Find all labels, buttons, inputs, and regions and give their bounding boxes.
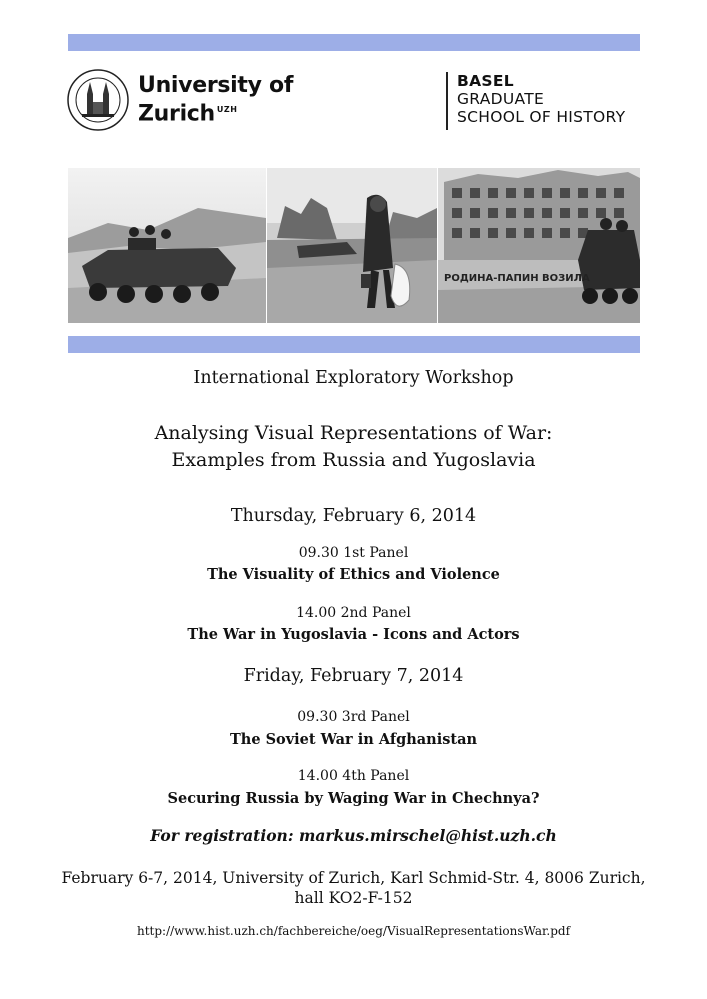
basel-logo-line3: SCHOOL OF HISTORY bbox=[457, 108, 626, 126]
photo-woman-ruins bbox=[267, 168, 437, 323]
event-title-line1: Analysing Visual Representations of War: bbox=[154, 422, 553, 444]
uzh-wordmark-line2: Zurich bbox=[138, 101, 215, 127]
graffiti-wall-text: РОДИНА-ПАПИН ВОЗИЛА bbox=[444, 273, 590, 284]
panel-1-time: 09.30 1st Panel bbox=[298, 545, 409, 561]
venue-line1: February 6-7, 2014, University of Zurich, Karl Schmid-Str. 4, 8006 Zurich, bbox=[61, 869, 646, 887]
panel-4-time: 14.00 4th Panel bbox=[297, 768, 410, 784]
photo-destroyed-building bbox=[438, 168, 640, 323]
panel-3-time: 09.30 3rd Panel bbox=[297, 709, 410, 725]
university-seal-icon bbox=[66, 68, 130, 132]
war-photo-strip bbox=[68, 168, 640, 323]
basel-logo-line2: GRADUATE bbox=[457, 90, 545, 108]
basel-graduate-school-logo bbox=[446, 72, 625, 130]
basel-logo-line1: BASEL bbox=[457, 72, 514, 90]
panel-2-time: 14.00 2nd Panel bbox=[296, 605, 411, 621]
day-heading-thursday: Thursday, February 6, 2014 bbox=[230, 506, 477, 526]
top-accent-bar bbox=[68, 34, 640, 51]
uzh-abbreviation: UZH bbox=[216, 104, 238, 114]
panel-3-title: The Soviet War in Afghanistan bbox=[229, 731, 478, 748]
registration-contact: For registration: markus.mirschel@hist.uzh.ch bbox=[150, 826, 557, 845]
panel-2-title: The War in Yugoslavia - Icons and Actors bbox=[187, 626, 520, 643]
panel-1-title: The Visuality of Ethics and Violence bbox=[207, 566, 500, 583]
event-type: International Exploratory Workshop bbox=[193, 368, 514, 388]
panel-4-title: Securing Russia by Waging War in Chechnya? bbox=[167, 790, 540, 807]
university-of-zurich-logo bbox=[66, 68, 293, 132]
event-title-line2: Examples from Russia and Yugoslavia bbox=[171, 449, 536, 471]
venue-info bbox=[0, 868, 707, 908]
bottom-accent-bar bbox=[68, 336, 640, 353]
venue-line2: hall KO2-F-152 bbox=[294, 889, 413, 907]
document-url: http://www.hist.uzh.ch/fachbereiche/oeg/VisualRepresentationsWar.pdf bbox=[136, 924, 571, 938]
uzh-wordmark-line1: University of bbox=[138, 72, 294, 98]
event-title bbox=[0, 420, 707, 474]
photo-armored-vehicle-plain bbox=[68, 168, 266, 323]
day-heading-friday: Friday, February 7, 2014 bbox=[243, 666, 464, 686]
